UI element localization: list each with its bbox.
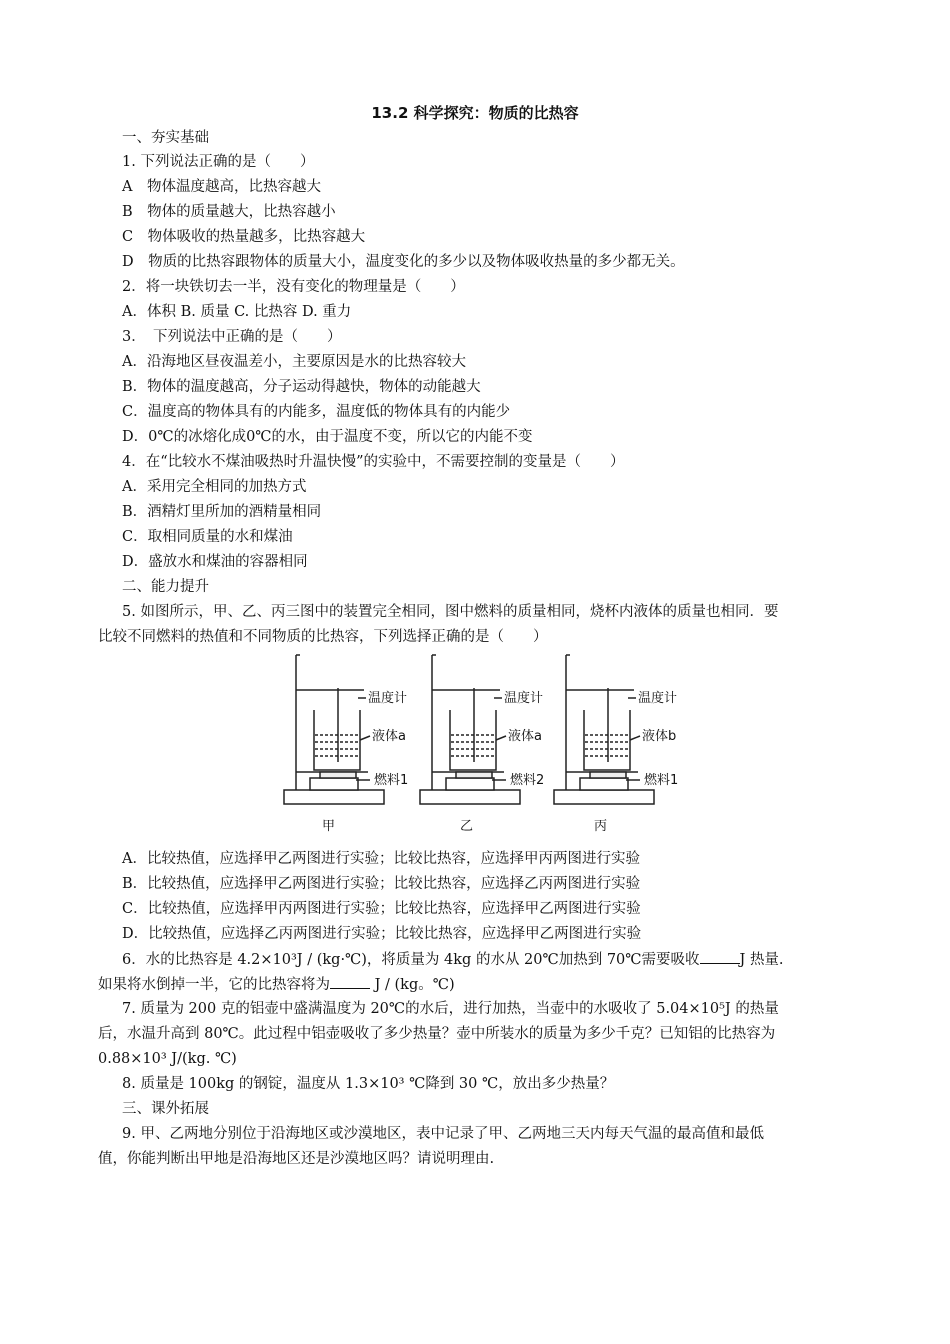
q9-line-1: 9. 甲、乙两地分别位于沿海地区或沙漠地区，表中记录了甲、乙两地三天内每天气温的最高值和最低 bbox=[122, 1126, 764, 1142]
q1-stem: 1. 下列说法正确的是（ ） bbox=[122, 154, 315, 170]
q9-line-2: 值，你能判断出甲地是沿海地区还是沙漠地区吗？请说明理由. bbox=[98, 1151, 495, 1167]
q6-text-4: J / (kg。℃) bbox=[374, 977, 455, 993]
q7-line-1: 7. 质量为 200 克的铝壶中盛满温度为 20℃的水后，进行加热，当壶中的水吸收了 5.04×10⁵J 的热量 bbox=[122, 1001, 779, 1017]
section-heading-2: 二、能力提升 bbox=[122, 579, 209, 595]
caption-yi: 乙 bbox=[460, 819, 474, 834]
label-thermometer-jia: 温度计 bbox=[368, 691, 408, 706]
label-thermometer-yi: 温度计 bbox=[504, 691, 544, 706]
label-fuel-yi: 燃料2 bbox=[510, 773, 545, 788]
q6-line-1 bbox=[122, 949, 784, 970]
q6-blank-1[interactable] bbox=[700, 949, 740, 964]
label-thermometer-bing: 温度计 bbox=[638, 691, 678, 706]
q7-line-3: 0.88×10³ J/(kg. ℃) bbox=[98, 1051, 237, 1067]
q4-option-d: D．盛放水和煤油的容器相同 bbox=[122, 554, 308, 570]
q4-option-b: B．酒精灯里所加的酒精量相同 bbox=[122, 504, 322, 520]
apparatus-jia bbox=[284, 655, 384, 804]
label-liquid-jia: 液体a bbox=[372, 729, 406, 744]
q5-line-2: 比较不同燃料的热值和不同物质的比热容，下列选择正确的是（ ） bbox=[98, 629, 548, 645]
caption-bing: 丙 bbox=[594, 819, 608, 834]
q3-option-d: D．0℃的冰熔化成0℃的水，由于温度不变，所以它的内能不变 bbox=[122, 429, 533, 445]
q1-option-d: D 物质的比热容跟物体的质量大小，温度变化的多少以及物体吸收热量的多少都无关。 bbox=[122, 254, 685, 270]
q5-option-a: A．比较热值，应选择甲乙两图进行实验；比较比热容，应选择甲丙两图进行实验 bbox=[122, 851, 640, 867]
q2-stem: 2．将一块铁切去一半，没有变化的物理量是（ ） bbox=[122, 279, 465, 295]
q2-options: A．体积 B. 质量 C. 比热容 D. 重力 bbox=[122, 304, 352, 320]
q6-blank-2[interactable] bbox=[330, 974, 370, 989]
q3-option-b: B．物体的温度越高，分子运动得越快，物体的动能越大 bbox=[122, 379, 481, 395]
q1-option-c: C 物体吸收的热量越多，比热容越大 bbox=[122, 229, 366, 245]
q5-option-d: D．比较热值，应选择乙丙两图进行实验；比较比热容，应选择甲乙两图进行实验 bbox=[122, 926, 642, 942]
q4-stem: 4．在“比较水不煤油吸热时升温快慢”的实验中，不需要控制的变量是（ ） bbox=[122, 454, 625, 470]
q1-option-a: A 物体温度越高，比热容越大 bbox=[122, 179, 321, 195]
q8-text: 8. 质量是 100kg 的钢锭，温度从 1.3×10³ ℃降到 30 ℃，放出多少热量？ bbox=[122, 1076, 615, 1092]
q6-text-1: 6．水的比热容是 4.2×10³J / (kg·℃)，将质量为 4kg 的水从 20℃加热到 70℃需要吸收 bbox=[122, 952, 700, 968]
q7-line-2: 后，水温升高到 80℃。此过程中铝壶吸收了多少热量？壶中所装水的质量为多少千克？已知铝的比热容为 bbox=[98, 1026, 776, 1042]
q3-option-c: C．温度高的物体具有的内能多，温度低的物体具有的内能少 bbox=[122, 404, 511, 420]
q3-stem: 3． 下列说法中正确的是（ ） bbox=[122, 329, 342, 345]
q5-option-b: B．比较热值，应选择甲乙两图进行实验；比较比热容，应选择乙丙两图进行实验 bbox=[122, 876, 641, 892]
label-fuel-bing: 燃料1 bbox=[644, 773, 679, 788]
section-heading-1: 一、夯实基础 bbox=[122, 130, 209, 146]
q4-option-c: C．取相同质量的水和煤油 bbox=[122, 529, 293, 545]
apparatus-yi bbox=[420, 655, 520, 804]
label-liquid-bing: 液体b bbox=[642, 729, 677, 744]
q6-text-3: 如果将水倒掉一半，它的比热容将为 bbox=[98, 977, 330, 993]
q4-option-a: A．采用完全相同的加热方式 bbox=[122, 479, 307, 495]
page-title: 13.2 科学探究：物质的比热容 bbox=[371, 104, 579, 122]
q6-text-2: J 热量. bbox=[739, 952, 784, 968]
q5-apparatus-figure bbox=[278, 650, 708, 840]
label-liquid-yi: 液体a bbox=[508, 729, 542, 744]
q5-line-1: 5. 如图所示，甲、乙、丙三图中的装置完全相同，图中燃料的质量相同，烧杯内液体的质量也相同．要 bbox=[122, 604, 779, 620]
label-fuel-jia: 燃料1 bbox=[374, 773, 409, 788]
caption-jia: 甲 bbox=[322, 819, 336, 834]
apparatus-bing bbox=[554, 655, 654, 804]
q3-option-a: A．沿海地区昼夜温差小，主要原因是水的比热容较大 bbox=[122, 354, 466, 370]
q1-option-b: B 物体的质量越大，比热容越小 bbox=[122, 204, 336, 220]
section-heading-3: 三、课外拓展 bbox=[122, 1101, 209, 1117]
q5-option-c: C．比较热值，应选择甲丙两图进行实验；比较比热容，应选择甲乙两图进行实验 bbox=[122, 901, 641, 917]
q6-line-2 bbox=[98, 974, 455, 995]
